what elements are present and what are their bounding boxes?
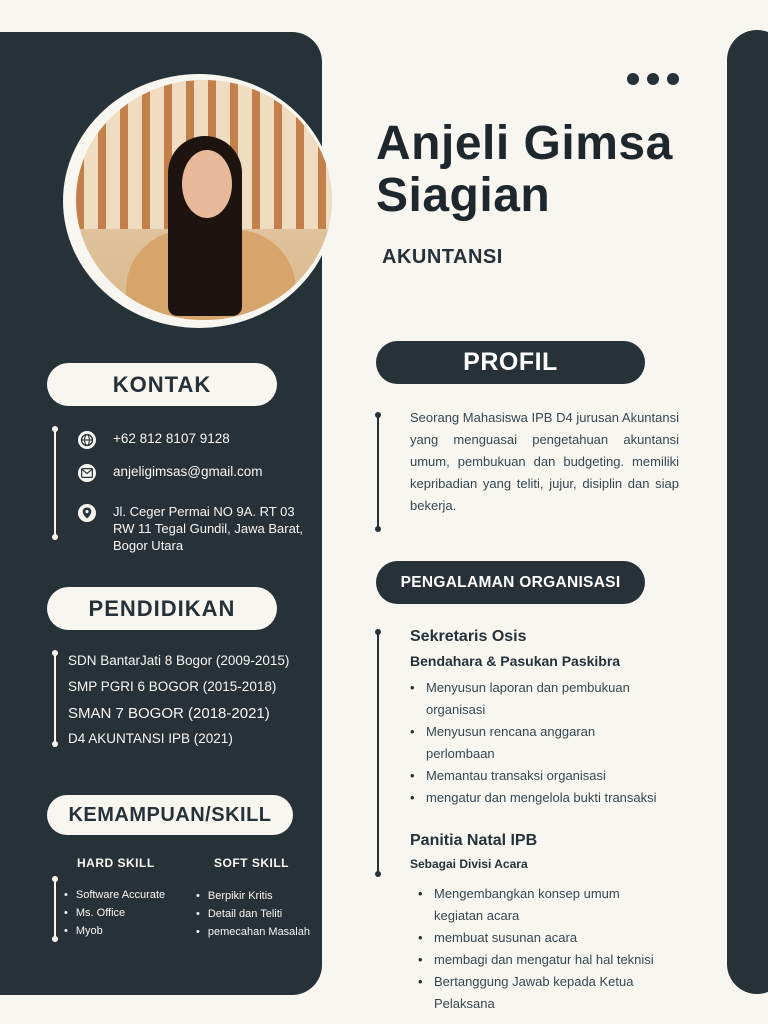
education-item: SDN BantarJati 8 Bogor (2009-2015) <box>68 653 290 668</box>
section-profil-heading: PROFIL <box>376 341 645 384</box>
list-item: • pemecahan Masalah <box>196 923 310 941</box>
education-item: SMP PGRI 6 BOGOR (2015-2018) <box>68 679 277 694</box>
soft-skill-title: SOFT SKILL <box>214 856 289 870</box>
address-line-1: Jl. Ceger Permai NO 9A. RT 03 <box>113 504 295 519</box>
role-title: AKUNTANSI <box>382 246 503 268</box>
location-pin-icon <box>78 504 96 522</box>
address-line-3: Bogor Utara <box>113 538 184 553</box>
more-dots-icon[interactable] <box>626 71 680 85</box>
pendidikan-timeline <box>54 652 56 745</box>
experience-subtitle: Bendahara & Pasukan Paskibra <box>410 653 621 669</box>
section-kontak-heading: KONTAK <box>47 363 277 406</box>
list-item: • Bertanggung Jawab kepada Ketua Pelaksana <box>418 971 674 1015</box>
list-item: • mengatur dan mengelola bukti transaksi <box>410 787 700 809</box>
list-item: • membuat susunan acara <box>418 927 688 949</box>
soft-skill-list <box>196 887 310 941</box>
experience-items <box>418 883 688 1015</box>
education-item: SMAN 7 BOGOR (2018-2021) <box>68 705 270 722</box>
right-decorative-strip <box>727 30 768 994</box>
list-item: • Mengembangkan konsep umum kegiatan acara <box>418 883 669 927</box>
profile-photo <box>76 80 332 320</box>
hard-skill-list <box>64 886 165 940</box>
list-item: • Detail dan Teliti <box>196 905 310 923</box>
name-line-2: Siagian <box>376 169 551 222</box>
kontak-timeline <box>54 428 56 538</box>
experience-subtitle: Sebagai Divisi Acara <box>410 857 528 871</box>
contact-address <box>113 503 303 554</box>
profile-description: Seorang Mahasiswa IPB D4 jurusan Akuntansi yang menguasai pengetahuan akuntansi umum, pembukuan dan budgeting. memiliki kepribadian yang teliti, jujur, disiplin dan siap bekerja. <box>410 410 679 513</box>
profil-timeline <box>377 414 379 530</box>
address-line-2: RW 11 Tegal Gundil, Jawa Barat, <box>113 521 304 536</box>
contact-phone[interactable]: +62 812 8107 9128 <box>113 431 230 446</box>
experience-title: Panitia Natal IPB <box>410 832 538 849</box>
experience-title: Sekretaris Osis <box>410 628 527 645</box>
globe-icon <box>78 431 96 449</box>
list-item: • Menyusun rencana anggaran perlombaan <box>410 721 626 765</box>
pengalaman-timeline <box>377 631 379 875</box>
name-line-1: Anjeli Gimsa <box>376 117 673 170</box>
skill-timeline <box>54 878 56 940</box>
list-item: • Myob <box>64 922 165 940</box>
contact-email[interactable]: anjeligimsas@gmail.com <box>113 464 263 479</box>
list-item: • Menyusun laporan dan pembukuan organisasi <box>410 677 676 721</box>
list-item: • Memantau transaksi organisasi <box>410 765 700 787</box>
education-item: D4 AKUNTANSI IPB (2021) <box>68 731 233 746</box>
list-item: • Berpikir Kritis <box>196 887 310 905</box>
section-pendidikan-heading: PENDIDIKAN <box>47 587 277 630</box>
section-skill-heading: KEMAMPUAN/SKILL <box>47 795 293 835</box>
list-item: • Ms. Office <box>64 904 165 922</box>
list-item: • Software Accurate <box>64 886 165 904</box>
section-pengalaman-heading: PENGALAMAN ORGANISASI <box>376 561 645 604</box>
experience-items <box>410 677 700 809</box>
mail-icon <box>78 464 96 482</box>
list-item: • membagi dan mengatur hal hal teknisi <box>418 949 688 971</box>
hard-skill-title: HARD SKILL <box>77 856 155 870</box>
